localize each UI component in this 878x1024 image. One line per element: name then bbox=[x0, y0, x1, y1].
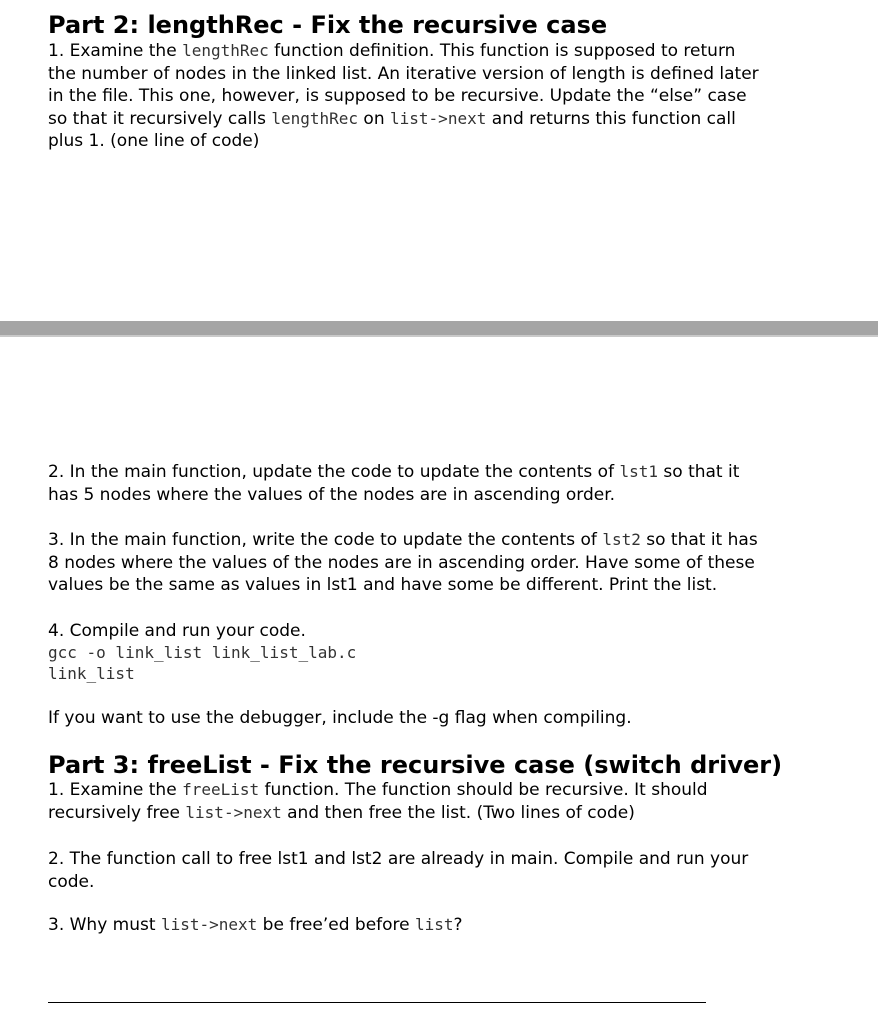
part2-step3-line2: 8 nodes where the values of the nodes are in ascending order. Have some of these bbox=[48, 553, 755, 573]
answer-line bbox=[48, 1002, 706, 1003]
part3-step1-line1: 1. Examine the freeList function. The function should be recursive. It should bbox=[48, 780, 708, 800]
part2-step1-line2: the number of nodes in the linked list. An iterative version of length is defined later bbox=[48, 64, 759, 84]
part2-step2-line2: has 5 nodes where the values of the nodes are in ascending order. bbox=[48, 485, 616, 505]
part2-step1-line5: plus 1. (one line of code) bbox=[48, 131, 260, 151]
part2-step4-line1: 4. Compile and run your code. bbox=[48, 621, 306, 641]
part3-step3-question: 3. Why must list->next be free’ed before list? bbox=[48, 915, 463, 935]
run-command: link_list bbox=[48, 664, 135, 683]
part3-heading: Part 3: freeList - Fix the recursive case (switch driver) bbox=[48, 751, 783, 779]
part3-step2-line2: code. bbox=[48, 872, 95, 892]
part2-step1-line3: in the file. This one, however, is supposed to be recursive. Update the “else” case bbox=[48, 86, 747, 106]
part2-step1-line4: so that it recursively calls lengthRec on list->next and returns this function call bbox=[48, 109, 736, 129]
code-lengthrec: lengthRec bbox=[182, 41, 269, 60]
part2-heading: Part 2: lengthRec - Fix the recursive case bbox=[48, 11, 608, 39]
debugger-note: If you want to use the debugger, include the -g flag when compiling. bbox=[48, 708, 632, 728]
part2-step3-line3: values be the same as values in lst1 and have some be different. Print the list. bbox=[48, 575, 718, 595]
part3-step1-line2: recursively free list->next and then free the list. (Two lines of code) bbox=[48, 803, 635, 823]
part2-step3-line1: 3. In the main function, write the code to update the contents of lst2 so that it has bbox=[48, 530, 758, 550]
part3-step2-line1: 2. The function call to free lst1 and lst2 are already in main. Compile and run your bbox=[48, 849, 749, 869]
part2-step1-line1: 1. Examine the lengthRec function definition. This function is supposed to return bbox=[48, 41, 736, 61]
part2-step2-line1: 2. In the main function, update the code to update the contents of lst1 so that it bbox=[48, 462, 740, 482]
compile-command: gcc -o link_list link_list_lab.c bbox=[48, 643, 357, 662]
page-divider bbox=[0, 321, 878, 337]
